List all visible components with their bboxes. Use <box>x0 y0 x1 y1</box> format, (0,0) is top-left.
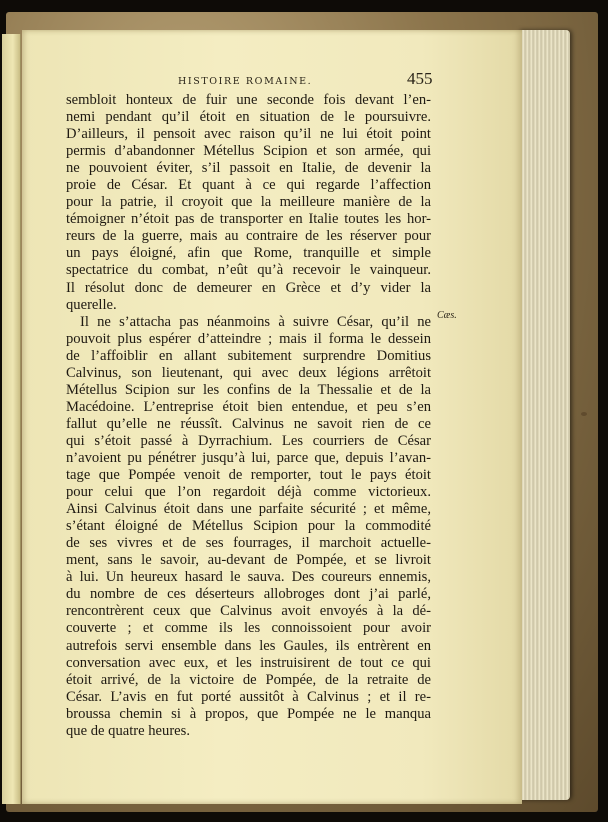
text-line: un pays éloigné, afin que Rome, tranquille et simple <box>66 245 431 262</box>
text-line: témoigner n’étoit pas de transporter en Italie toutes les hor- <box>66 211 431 228</box>
text-line: ne pouvoient éviter, s’il passoit en Italie, de devenir la <box>66 160 431 177</box>
text-line: Ainsi Calvinus étoit dans une parfaite sécurité ; et même, <box>66 501 431 518</box>
text-line: sembloit honteux de fuir une seconde fois devant l’en- <box>66 92 431 108</box>
text-line: pouvoit plus espérer d’atteindre ; mais il forma le dessein <box>66 330 431 347</box>
text-line: proie de César. Et quant à ce qui regarde l’affection <box>66 177 431 194</box>
text-line: broussa chemin si à propos, que Pompée ne le manqua <box>66 705 431 722</box>
text-line: couverte ; et comme ils les connoissoient pour avoir <box>66 620 431 637</box>
text-line: que de quatre heures. <box>66 722 190 739</box>
margin-note: Cæs. <box>437 310 457 321</box>
text-line: spectatrice du combat, n’eût qu’à recevoir le vainqueur. <box>66 262 431 279</box>
text-line: fallut qu’elle ne réussît. Calvinus ne savoit rien de ce <box>66 415 431 432</box>
board-speck <box>581 412 587 416</box>
text-line: conversation avec eux, et les instruisirent de tout ce qui <box>66 654 431 671</box>
text-line: Calvinus, son lieutenant, qui avec deux légions arrêtoit <box>66 364 431 381</box>
text-line: Macédoine. L’entreprise étoit bien entendue, et peu s’en <box>66 398 431 415</box>
text-line: de ses vivres et de ses fourrages, il marchoit actuelle- <box>66 535 431 552</box>
text-line: César. L’avis en fut porté aussitôt à Calvinus ; et il re- <box>66 688 431 705</box>
text-line: D’ailleurs, il pensoit avec raison qu’il ne lui étoit point <box>66 126 431 143</box>
text-line: tage que Pompée venoit de remporter, tout le pays étoit <box>66 467 431 484</box>
page-number: 455 <box>407 69 433 88</box>
text-line: autrefois servi ensemble dans les Gaules, ils entrèrent en <box>66 637 431 654</box>
text-line: qui s’étoit passé à Dyrrachium. Les courriers de César <box>66 432 431 449</box>
page-edges <box>518 30 570 800</box>
running-head: HISTOIRE ROMAINE. <box>178 76 313 87</box>
text-line: pour la patrie, il croyoit que la meilleure manière de la <box>66 194 431 211</box>
text-line: pour celui que l’on regardoit déjà comme victorieux. <box>66 484 431 501</box>
text-line: querelle. <box>66 296 117 313</box>
text-line: nemi pendant qu’il étoit en situation de le poursuivre. <box>66 109 431 126</box>
text-line: reurs de la guerre, mais au contraire de les réserver pour <box>66 228 431 245</box>
left-page-edge <box>2 34 21 804</box>
text-line: de l’affoiblir en allant subitement surprendre Domitius <box>66 347 431 364</box>
text-line: étoit arrivé, de la victoire de Pompée, de la retraite de <box>66 671 431 688</box>
text-line: Métellus Scipion sur les confins de la Thessalie et de la <box>66 381 431 398</box>
text-line: rencontrèrent ceux que Calvinus avoit envoyés à la dé- <box>66 603 431 620</box>
text-line: permis d’abandonner Métellus Scipion et son armée, qui <box>66 143 431 160</box>
text-line: ment, sans le savoir, au-devant de Pompée, et se livroit <box>66 552 431 569</box>
body-text <box>66 92 431 740</box>
page-header <box>22 69 522 92</box>
text-line: s’étant éloigné de Métellus Scipion pour la commodité <box>66 518 431 535</box>
text-line: n’avoient pu pénétrer jusqu’à lui, parce que, depuis l’avan- <box>66 449 431 466</box>
text-line: à lui. Un heureux hasard le sauva. Des coureurs ennemis, <box>66 569 431 586</box>
book-page <box>22 30 522 804</box>
text-line: du nombre de ces déserteurs allobroges dont j’ai parlé, <box>66 586 431 603</box>
text-line: Il ne s’attacha pas néanmoins à suivre César, qu’il ne <box>80 313 431 330</box>
text-line: Il résolut donc de demeurer en Grèce et d’y vider la <box>66 279 431 296</box>
